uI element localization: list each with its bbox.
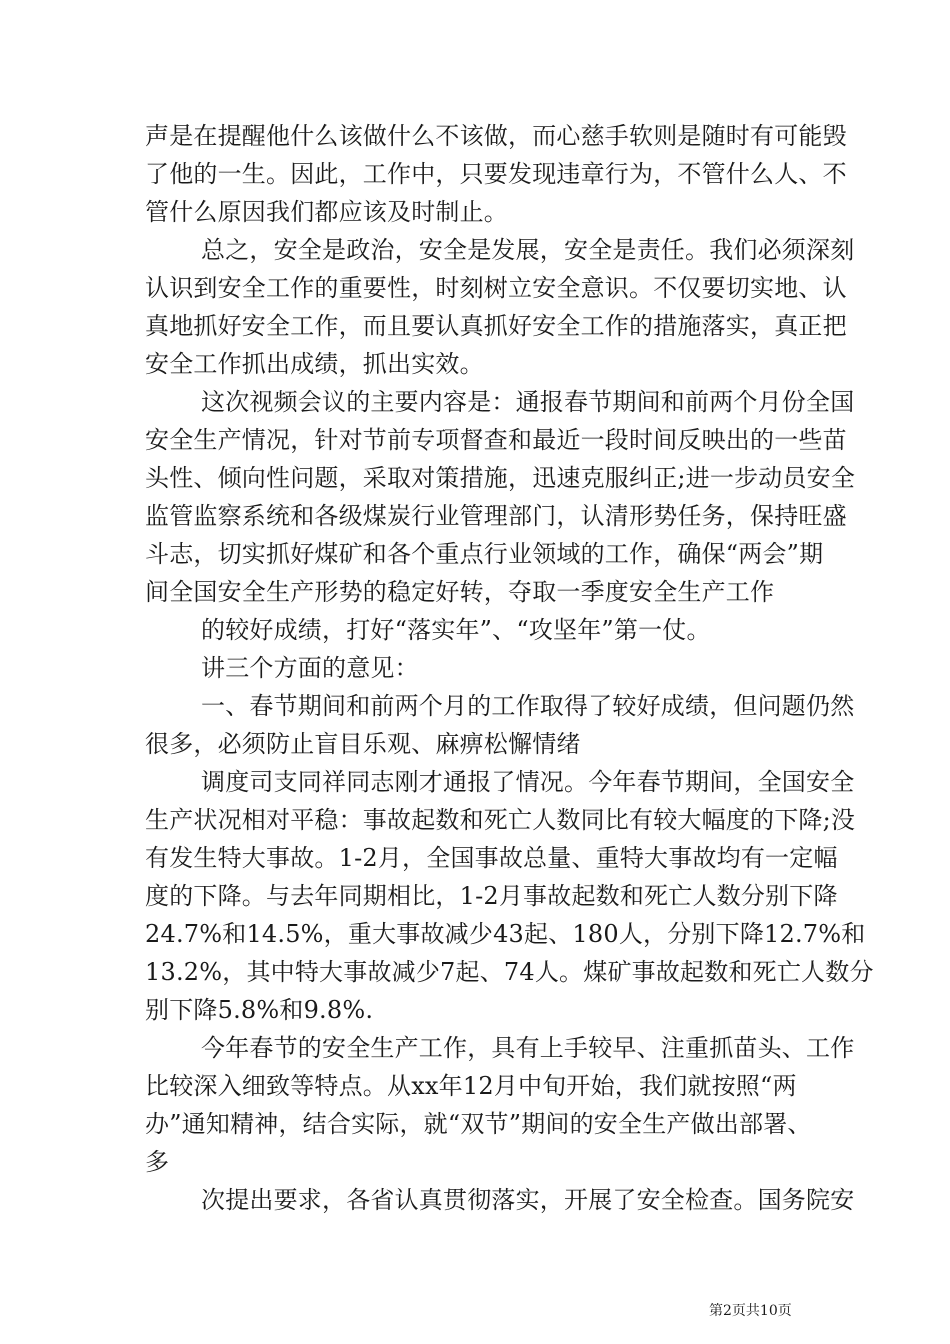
section-heading-line: 很多，必须防止盲目乐观、麻痹松懈情绪	[145, 730, 581, 758]
text-line: 生产状况相对平稳：事故起数和死亡人数同比有较大幅度的下降;没	[145, 806, 856, 834]
paragraph-start-line: 总之，安全是政治，安全是发展，安全是责任。我们必须深刻	[201, 236, 855, 264]
text-line: 度的下降。与去年同期相比，1-2月事故起数和死亡人数分别下降	[145, 882, 838, 910]
text-line: 13.2%，其中特大事故减少7起、74人。煤矿事故起数和死亡人数分	[145, 958, 874, 986]
text-line: 多	[145, 1148, 170, 1176]
paragraph-start-line: 调度司支同祥同志刚才通报了情况。今年春节期间，全国安全	[201, 768, 855, 796]
text-line: 管什么原因我们都应该及时制止。	[145, 198, 508, 226]
paragraph-start-line: 这次视频会议的主要内容是：通报春节期间和前两个月份全国	[201, 388, 855, 416]
text-line: 斗志，切实抓好煤矿和各个重点行业领域的工作，确保“两会”期	[145, 540, 824, 568]
text-line: 有发生特大事故。1-2月，全国事故总量、重特大事故均有一定幅	[145, 844, 838, 872]
text-line: 头性、倾向性问题，采取对策措施，迅速克服纠正;进一步动员安全	[145, 464, 856, 492]
text-line: 24.7%和14.5%，重大事故减少43起、180人，分别下降12.7%和	[145, 920, 866, 948]
page-number: 第2页共10页	[709, 1303, 792, 1319]
text-line: 真地抓好安全工作，而且要认真抓好安全工作的措施落实，真正把	[145, 312, 847, 340]
text-line: 间全国安全生产形势的稳定好转，夺取一季度安全生产工作	[145, 578, 775, 606]
paragraph-start-line: 今年春节的安全生产工作，具有上手较早、注重抓苗头、工作	[201, 1034, 855, 1062]
text-line: 安全生产情况，针对节前专项督查和最近一段时间反映出的一些苗	[145, 426, 847, 454]
paragraph-start-line: 的较好成绩，打好“落实年”、“攻坚年”第一仗。	[201, 616, 711, 644]
text-line: 认识到安全工作的重要性，时刻树立安全意识。不仅要切实地、认	[145, 274, 847, 302]
text-line: 了他的一生。因此，工作中，只要发现违章行为，不管什么人、不	[145, 160, 847, 188]
text-line: 声是在提醒他什么该做什么不该做，而心慈手软则是随时有可能毁	[145, 122, 847, 150]
text-line: 办”通知精神，结合实际，就“双节”期间的安全生产做出部署、	[145, 1110, 812, 1138]
text-line: 别下降5.8%和9.8%.	[145, 996, 374, 1024]
text-line: 监管监察系统和各级煤炭行业管理部门，认清形势任务，保持旺盛	[145, 502, 847, 530]
paragraph-start-line: 讲三个方面的意见：	[201, 654, 419, 682]
paragraph-start-line: 次提出要求，各省认真贯彻落实，开展了安全检查。国务院安	[201, 1186, 855, 1214]
text-line: 比较深入细致等特点。从xx年12月中旬开始，我们就按照“两	[145, 1072, 797, 1100]
text-line: 安全工作抓出成绩，抓出实效。	[145, 350, 484, 378]
section-heading-line: 一、春节期间和前两个月的工作取得了较好成绩，但问题仍然	[201, 692, 855, 720]
